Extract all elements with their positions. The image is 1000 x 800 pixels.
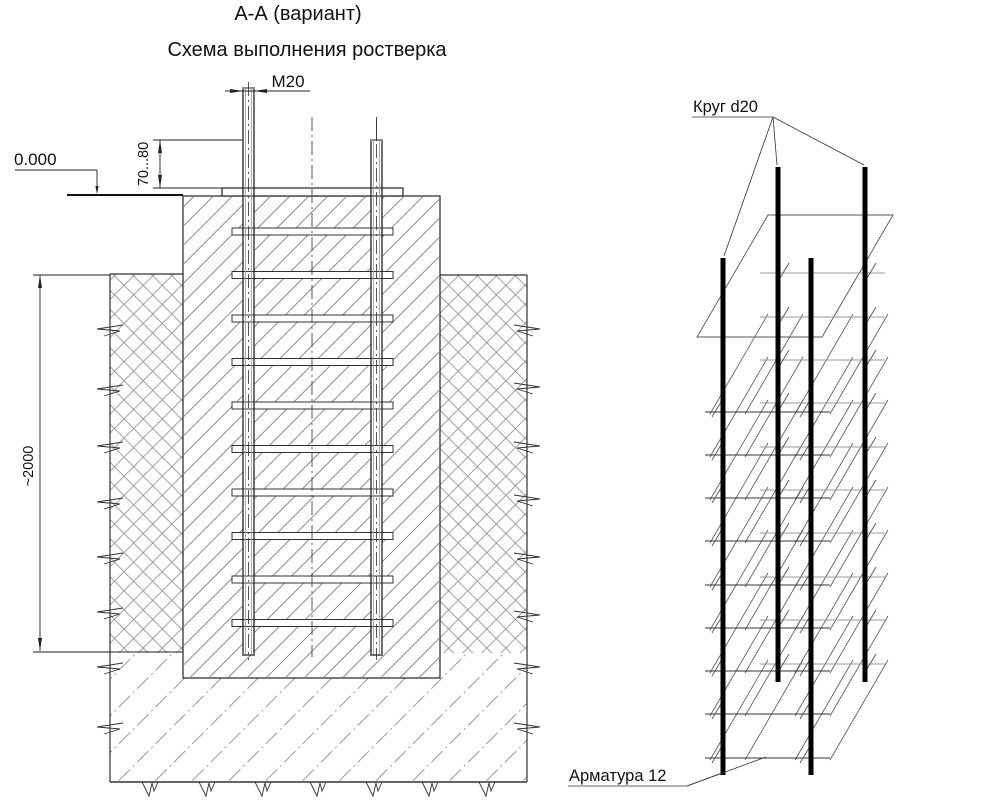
rebar-label: Арматура 12 <box>569 767 667 785</box>
pier <box>183 196 440 678</box>
base-plate <box>222 188 403 196</box>
round-bar-label: Круг d20 <box>693 98 758 116</box>
section-title: А-А (вариант) <box>234 3 362 25</box>
level-mark: 0.000 <box>14 150 57 169</box>
axon-diagonals <box>710 314 888 760</box>
leader-lines <box>568 117 864 786</box>
depth-dim: ~2000 <box>21 445 37 487</box>
axon-weld-ticks <box>712 263 876 763</box>
axon-view <box>568 98 893 786</box>
protrusion-dim: 70...80 <box>136 141 152 187</box>
scheme-subtitle: Схема выполнения ростверка <box>167 39 447 61</box>
bolt-size-dim: М20 <box>271 72 305 91</box>
section-view <box>14 3 540 796</box>
axon-rungs <box>705 273 885 758</box>
